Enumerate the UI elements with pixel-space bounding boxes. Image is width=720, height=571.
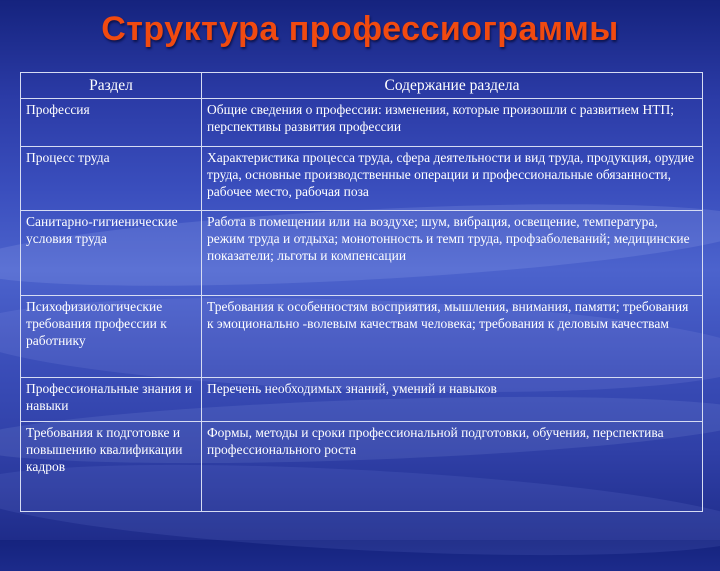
section-cell: Профессиональные знания и навыки — [21, 378, 202, 422]
slide-title: Структура профессиограммы — [101, 10, 619, 48]
table-row — [21, 211, 703, 296]
section-cell: Требования к подготовке и повышению квалификации кадров — [21, 422, 202, 512]
content-cell: Требования к особенностям восприятия, мышления, внимания, памяти; требования к эмоционально -волевым качествам человека; требования к деловым качествам — [202, 296, 703, 378]
content-cell: Общие сведения о профессии: изменения, которые произошли с развитием НТП; перспективы развития профессии — [202, 99, 703, 147]
profession-structure-table — [20, 72, 703, 512]
section-cell: Процесс труда — [21, 147, 202, 211]
table-header-row — [21, 73, 703, 99]
table-row — [21, 378, 703, 422]
table-row — [21, 422, 703, 512]
column-header-section: Раздел — [21, 73, 202, 99]
content-cell: Формы, методы и сроки профессиональной подготовки, обучения, перспектива профессионального роста — [202, 422, 703, 512]
section-cell: Санитарно-гигиенические условия труда — [21, 211, 202, 296]
table-row — [21, 147, 703, 211]
content-cell: Перечень необходимых знаний, умений и навыков — [202, 378, 703, 422]
column-header-content: Содержание раздела — [202, 73, 703, 99]
content-cell: Работа в помещении или на воздухе; шум, вибрация, освещение, температура, режим труда и отдыха; монотонность и темп труда, профзаболеваний; медицинские показатели; льготы и компенсации — [202, 211, 703, 296]
section-cell: Психофизиологические требования профессии к работнику — [21, 296, 202, 378]
table-row — [21, 296, 703, 378]
section-cell: Профессия — [21, 99, 202, 147]
content-cell: Характеристика процесса труда, сфера деятельности и вид труда, продукция, орудие труда, основные производственные операции и профессиональные обязанности, рабочее место, рабочая поза — [202, 147, 703, 211]
table-row — [21, 99, 703, 147]
